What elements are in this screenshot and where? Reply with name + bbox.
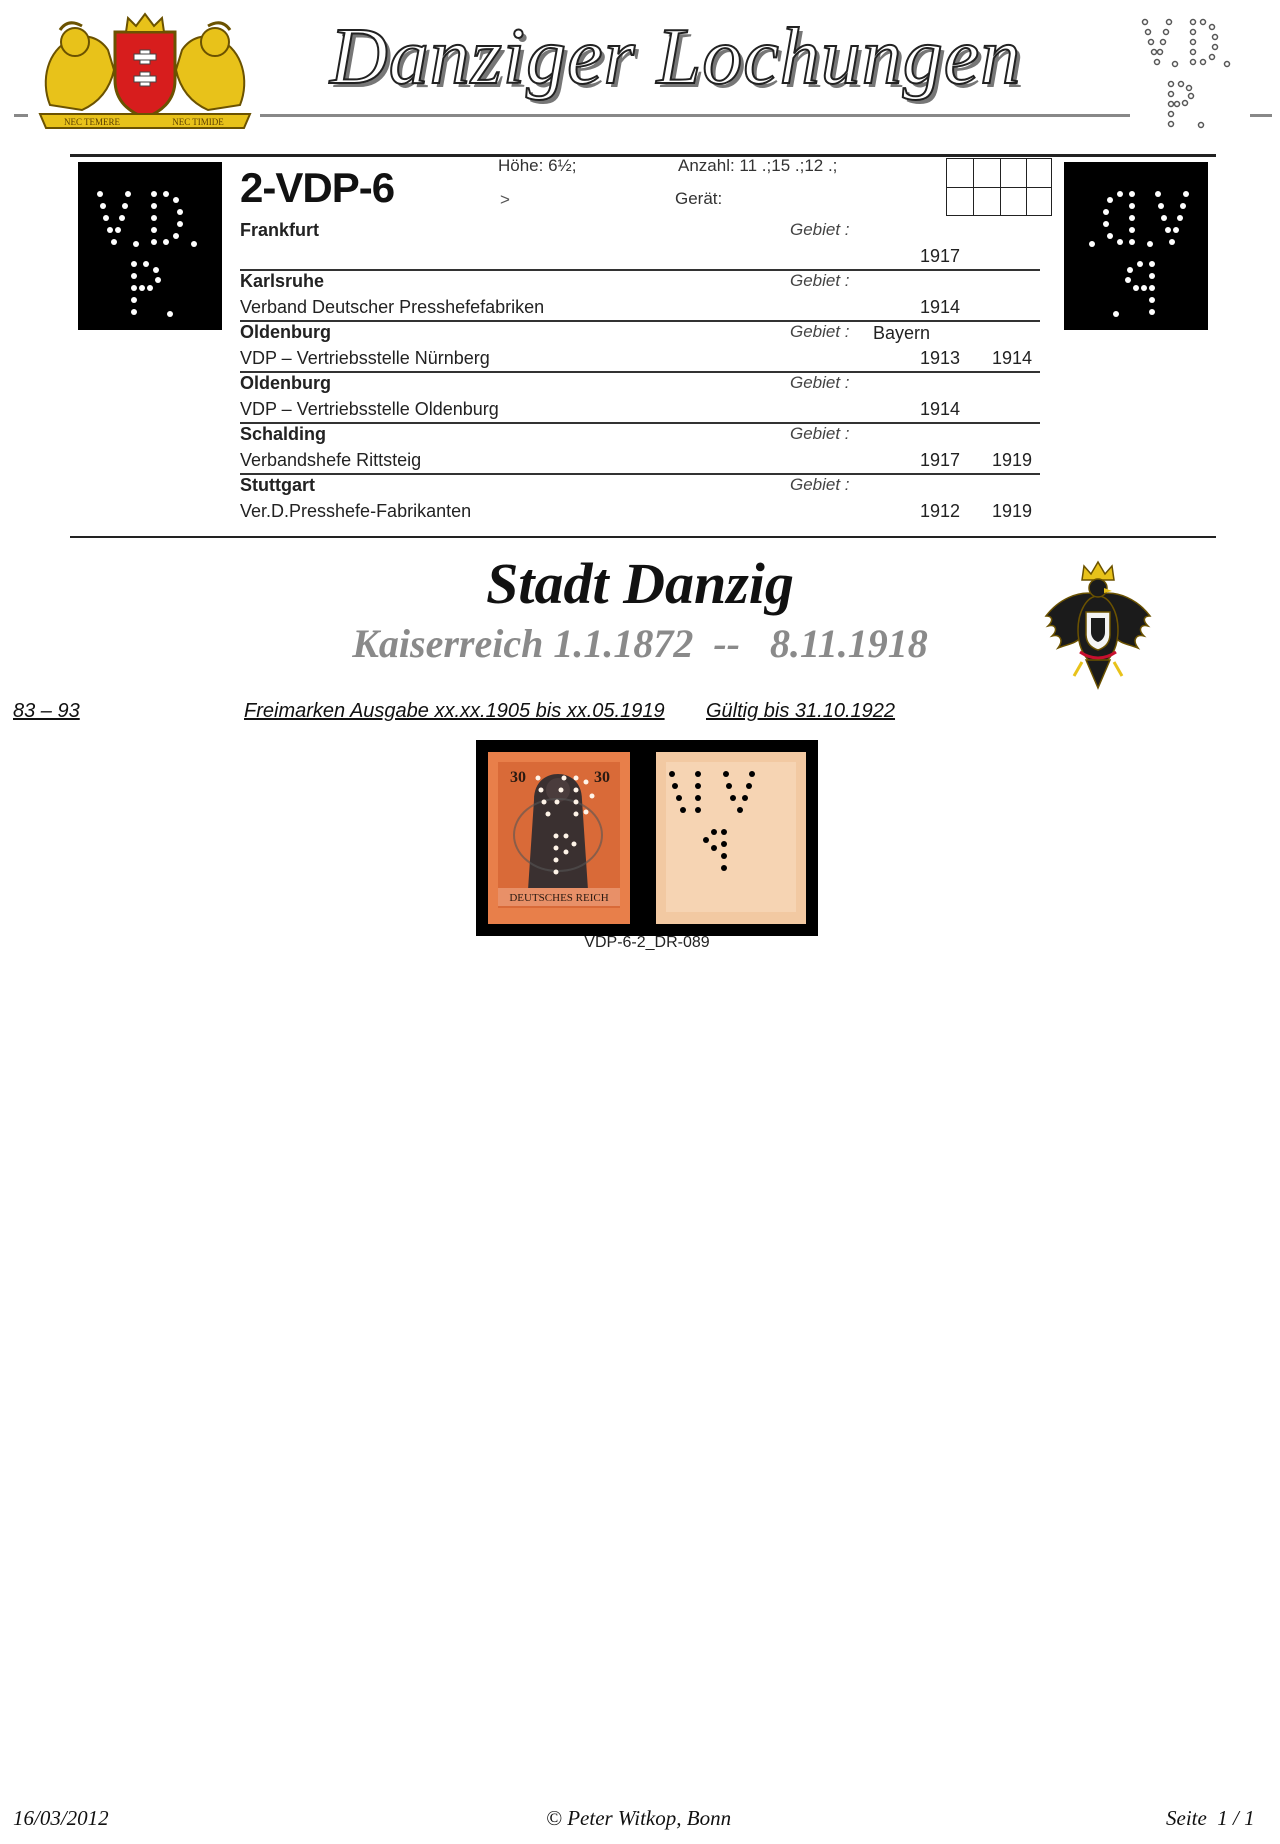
row-gebiet-label: Gebiet : — [790, 220, 850, 239]
row-organisation: Verbandshefe Rittsteig — [240, 450, 422, 470]
header-rule — [260, 114, 1130, 117]
row-year-first: 1913 — [920, 348, 961, 368]
row-city: Stuttgart — [240, 475, 315, 495]
row-organisation: VDP – Vertriebsstelle Oldenburg — [240, 399, 499, 419]
row-year-first: 1914 — [920, 297, 961, 317]
usage-row — [240, 220, 1040, 271]
stamp-caption: VDP-6-2_DR-089 — [584, 934, 710, 951]
footer-page-number: Seite 1 / 1 — [1166, 1806, 1255, 1830]
row-region: Bayern — [873, 323, 931, 343]
stamp-front — [488, 752, 630, 924]
stamp-denomination-left: 30 — [510, 769, 526, 786]
imperial-eagle-icon — [1038, 560, 1158, 696]
usage-row — [240, 373, 1040, 424]
row-gebiet-label: Gebiet : — [790, 271, 850, 290]
stamp-back — [656, 752, 806, 924]
row-gebiet-label: Gebiet : — [790, 322, 850, 341]
row-year-last: 1919 — [992, 501, 1033, 521]
anzahl-label: Anzahl: 11 .;15 .;12 .; — [678, 156, 838, 175]
usage-row — [240, 271, 1040, 322]
row-organisation: VDP – Vertriebsstelle Nürnberg — [240, 348, 490, 368]
usage-row — [240, 475, 1040, 526]
row-city: Schalding — [240, 424, 327, 444]
row-city: Oldenburg — [240, 322, 331, 342]
perfin-front-image — [78, 162, 222, 330]
row-city: Oldenburg — [240, 373, 331, 393]
issue-catalogue-range: 83 – 93 — [13, 700, 80, 722]
row-city: Karlsruhe — [240, 271, 325, 291]
row-organisation: Ver.D.Presshefe-Fabrikanten — [240, 501, 472, 521]
row-year-last: 1919 — [992, 450, 1033, 470]
card-bottom-rule — [70, 536, 1216, 538]
footer-copyright: © Peter Witkop, Bonn — [546, 1806, 732, 1830]
issue-description: Freimarken Ausgabe xx.xx.1905 bis xx.05.1919 — [244, 700, 665, 722]
stamp-country: DEUTSCHES REICH — [509, 892, 609, 904]
crest-motto-right: NEC TIMIDE — [172, 117, 224, 127]
usage-row — [240, 424, 1040, 475]
era-subtitle: Kaiserreich 1.1.1872 -- 8.11.1918 — [352, 621, 928, 666]
geraet-label: Gerät: — [675, 189, 723, 208]
row-year-first: 1912 — [920, 501, 961, 521]
row-year-last: 1914 — [992, 348, 1033, 368]
hoehe-label: Höhe: 6½; — [498, 156, 577, 175]
row-gebiet-label: Gebiet : — [790, 424, 850, 443]
position-grid — [946, 158, 1052, 216]
stamp-scan-image — [476, 740, 818, 936]
row-year-first: 1914 — [920, 399, 961, 419]
row-organisation: Verband Deutscher Presshefefabriken — [240, 297, 545, 317]
row-year-first: 1917 — [920, 246, 961, 266]
perfin-code: 2-VDP-6 — [240, 164, 395, 211]
header-rule-left — [14, 114, 28, 117]
row-gebiet-label: Gebiet : — [790, 475, 850, 494]
issue-validity: Gültig bis 31.10.1922 — [706, 700, 896, 722]
row-city: Frankfurt — [240, 220, 320, 240]
stamp-denomination-right: 30 — [594, 769, 610, 786]
row-gebiet-label: Gebiet : — [790, 373, 850, 392]
perfin-pattern-header-icon — [1135, 12, 1255, 134]
usage-row — [240, 322, 1040, 373]
crest-motto-left: NEC TEMERE — [63, 117, 121, 127]
footer-date: 16/03/2012 — [13, 1806, 109, 1830]
arrow-marker: > — [500, 190, 510, 209]
city-title: Stadt Danzig — [486, 551, 794, 616]
row-year-first: 1917 — [920, 450, 961, 470]
perfin-back-image — [1064, 162, 1208, 330]
danzig-coat-of-arms-icon — [30, 10, 260, 130]
site-title: Danziger Lochungen — [330, 13, 1022, 101]
card-top-rule — [70, 154, 1216, 157]
